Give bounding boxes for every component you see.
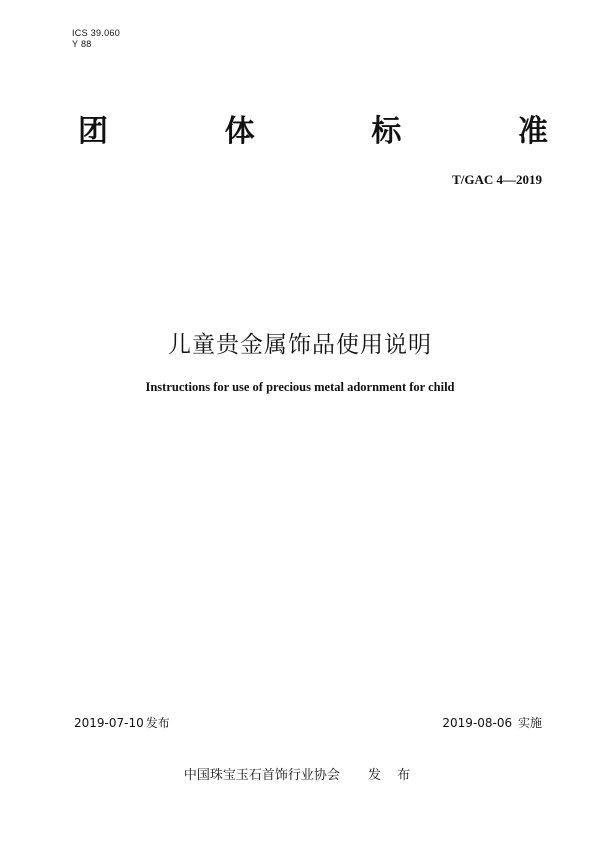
document-title-chinese: 儿童贵金属饰品使用说明 — [168, 332, 432, 358]
standard-type-char: 团 — [78, 114, 108, 149]
implementation-date: 2019-08-06 — [442, 716, 513, 730]
publisher-organization: 中国珠宝玉石首饰行业协会 — [183, 768, 340, 783]
issue-date-line — [72, 714, 170, 731]
document-title-english: Instructions for use of precious metal adornment for child — [145, 380, 455, 394]
standard-type-char: 标 — [371, 114, 402, 149]
standard-type-heading — [78, 112, 548, 152]
category-code: Y 88 — [72, 39, 92, 49]
implementation-label: 实施 — [517, 716, 542, 730]
standard-number: T/GAC 4—2019 — [452, 172, 542, 187]
issue-date: 2019-07-10 — [74, 716, 144, 730]
standard-type-char: 准 — [517, 114, 548, 149]
issue-label: 发布 — [145, 716, 170, 730]
implementation-date-line — [440, 714, 542, 731]
classification-block — [72, 28, 120, 50]
divider-line — [72, 734, 542, 735]
publisher-line — [0, 764, 600, 783]
ics-code: ICS 39.060 — [72, 28, 121, 38]
standard-type-char: 体 — [224, 114, 255, 149]
publisher-action: 发 布 — [367, 768, 417, 783]
